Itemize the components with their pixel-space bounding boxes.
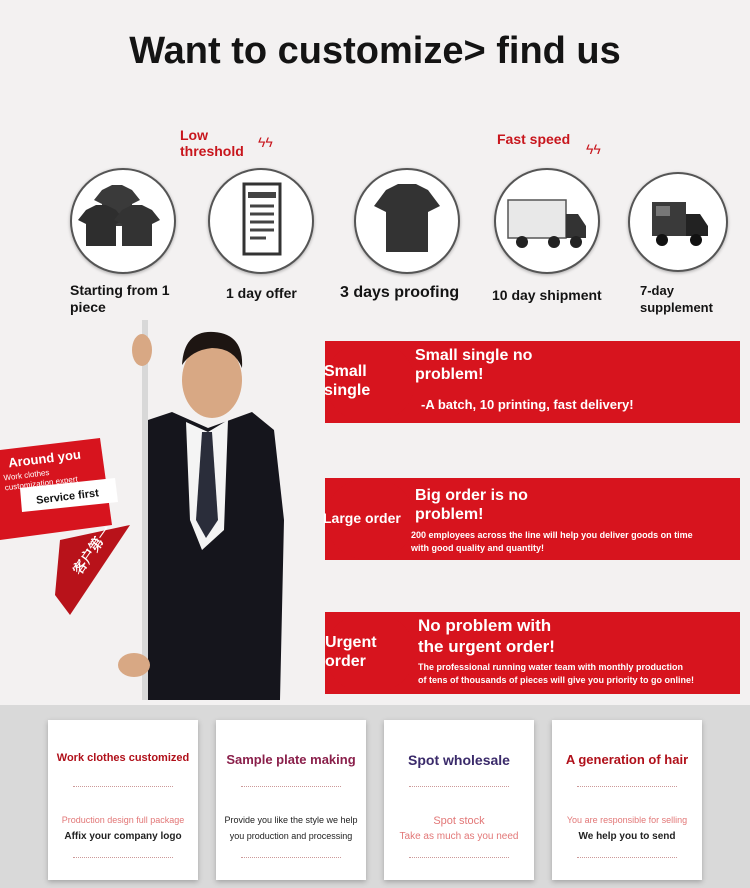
tshirt-icon bbox=[356, 170, 458, 272]
feature-circle-1 bbox=[70, 168, 176, 274]
card-title: A generation of hair bbox=[565, 752, 689, 767]
card-line2: Affix your company logo bbox=[64, 831, 182, 842]
card-divider bbox=[409, 786, 509, 787]
badge-service: Service first bbox=[35, 487, 100, 507]
banner-1-short: Small single bbox=[324, 363, 371, 399]
feature-label-1: Starting from 1 piece bbox=[70, 282, 170, 315]
feature-label-2: 1 day offer bbox=[226, 285, 297, 301]
document-icon bbox=[210, 170, 312, 272]
lightning-icon: ϟϟ bbox=[586, 141, 601, 157]
card-line1: Provide you like the style we help bbox=[224, 815, 358, 825]
banner-3-heading: No problem with the urgent order! bbox=[418, 616, 555, 656]
card-customized bbox=[48, 720, 198, 880]
card-divider bbox=[73, 857, 173, 858]
delivery-truck-icon bbox=[630, 174, 726, 270]
badge-title: Around you bbox=[7, 446, 82, 471]
lightning-icon: ϟϟ bbox=[258, 134, 273, 150]
card-title: Sample plate making bbox=[226, 752, 356, 767]
feature-label-5: 7-day supplement bbox=[640, 283, 713, 315]
card-divider bbox=[241, 857, 341, 858]
banner-2-heading: Big order is no problem! bbox=[415, 487, 528, 523]
card-divider bbox=[577, 857, 677, 858]
page-title: Want to customize> find us bbox=[129, 30, 621, 72]
card-line1: You are responsible for selling bbox=[566, 815, 688, 825]
card-spot bbox=[384, 720, 534, 880]
banner-2-short: Large order bbox=[323, 510, 401, 526]
banner-1-heading: Small single no problem! bbox=[415, 347, 533, 383]
feature-label-3: 3 days proofing bbox=[340, 284, 460, 301]
badge-chinese: 客户第一 bbox=[69, 522, 115, 578]
card-line1: Production design full package bbox=[61, 815, 185, 825]
card-line2: We help you to send bbox=[578, 831, 676, 842]
card-title: Work clothes customized bbox=[56, 752, 190, 764]
tshirts-icon bbox=[72, 170, 174, 272]
low-threshold-tag: Low threshold bbox=[180, 127, 244, 159]
businessman-image bbox=[112, 320, 302, 700]
badge-expert: Work clothes customization expert bbox=[3, 467, 79, 493]
card-title: Spot wholesale bbox=[408, 752, 510, 768]
banner-3-sub: The professional running water team with monthly production of tens of thousands of pieces will give you priority to go online! bbox=[418, 662, 695, 685]
card-line1: Spot stock bbox=[433, 815, 485, 827]
feature-label-4: 10 day shipment bbox=[492, 287, 602, 303]
fast-speed-tag: Fast speed bbox=[497, 131, 571, 147]
banner-1-sub: -A batch, 10 printing, fast delivery! bbox=[421, 397, 634, 412]
banner-3-short: Urgent order bbox=[325, 634, 377, 670]
banner-2-sub: 200 employees across the line will help you deliver goods on time with good quality and quantity! bbox=[411, 530, 693, 553]
feature-circle-2 bbox=[208, 168, 314, 274]
feature-circle-5 bbox=[628, 172, 728, 272]
feature-circle-3 bbox=[354, 168, 460, 274]
card-line2: Take as much as you need bbox=[399, 831, 519, 842]
card-sample bbox=[216, 720, 366, 880]
card-generation bbox=[552, 720, 702, 880]
feature-circle-4 bbox=[494, 168, 600, 274]
card-divider bbox=[577, 786, 677, 787]
card-divider bbox=[241, 786, 341, 787]
card-line2: you production and processing bbox=[229, 831, 353, 841]
truck-icon bbox=[496, 170, 598, 272]
card-divider bbox=[73, 786, 173, 787]
card-divider bbox=[409, 857, 509, 858]
